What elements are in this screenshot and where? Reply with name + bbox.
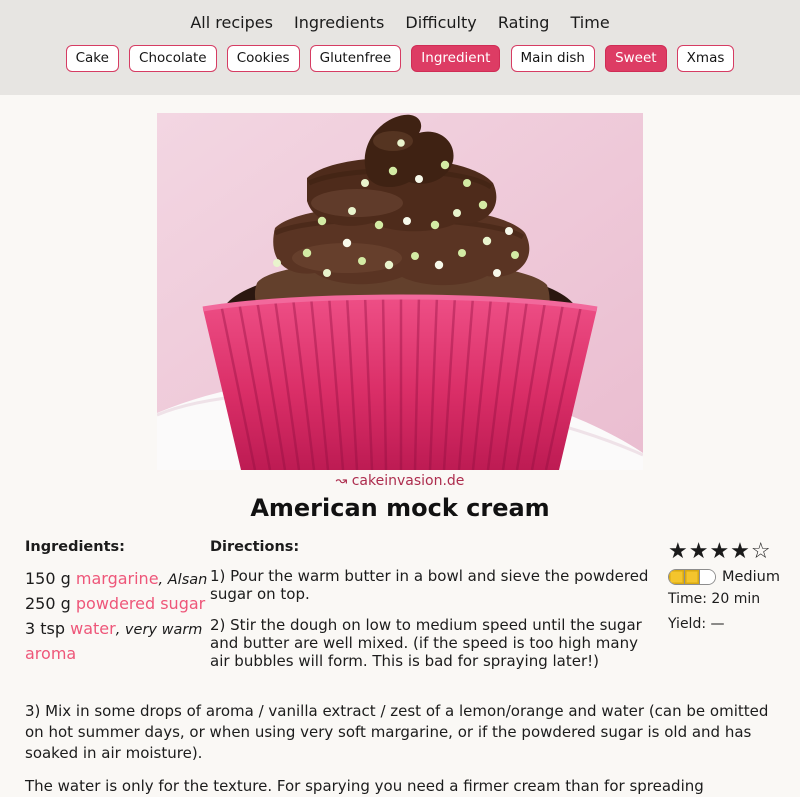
yield-label: Yield: — [668,616,725,632]
direction-step-3: 3) Mix in some drops of aroma / vanilla extract / zest of a lemon/orange and water (can be omitted on hot summer days, or when using very soft margarine, or if the powdered sugar is old and has soaked in air moisture). [25,702,769,762]
filter-chip-xmas[interactable]: Xmas [677,45,735,72]
difficulty-segment [669,570,685,584]
directions-heading: Directions: [210,539,300,555]
nav-difficulty[interactable]: Difficulty [405,13,477,32]
ingredient-row [25,592,210,617]
main-nav [0,13,800,32]
filter-chip-cake[interactable]: Cake [66,45,119,72]
difficulty-row [668,569,790,585]
direction-note: The water is only for the texture. For sparying you need a firmer cream than for spreading [25,777,704,795]
filter-chip-glutenfree[interactable]: Glutenfree [310,45,402,72]
nav-all-recipes[interactable]: All recipes [190,13,273,32]
difficulty-segment [685,570,701,584]
ingredient-amount: 250 g [25,594,76,613]
ingredient-link[interactable]: margarine [75,569,159,588]
direction-step-2: 2) Stir the dough on low to medium speed until the sugar and butter are well mixed. (if the speed is too high many air bubbles will form. This is bad for spraying later!) [210,616,642,670]
cupcake-illustration [157,113,643,470]
filter-chip-chocolate[interactable]: Chocolate [129,45,217,72]
recipe-meta [668,539,790,635]
silicone-liner [203,295,597,470]
recipe-title: American mock cream [250,494,550,522]
nav-time[interactable]: Time [570,13,610,32]
ingredient-amount: 3 tsp [25,619,71,638]
difficulty-segment [700,570,715,584]
ingredients-heading: Ingredients: [25,539,125,555]
time-label: Time: 20 min [668,591,761,607]
recipe-columns [0,539,800,683]
header [0,0,800,95]
rating-stars: ★★★★☆ [668,539,772,564]
filter-chip-ingredient[interactable]: Ingredient [411,45,500,72]
ingredient-row [25,567,210,592]
filter-chip-main-dish[interactable]: Main dish [511,45,595,72]
direction-step-1: 1) Pour the warm butter in a bowl and sieve the powdered sugar on top. [210,567,649,603]
recipe-page [0,113,800,797]
difficulty-gauge [668,569,716,585]
ingredient-row [25,617,210,642]
filter-chip-sweet[interactable]: Sweet [605,45,667,72]
ingredient-link[interactable]: water [70,619,116,638]
difficulty-label: Medium [722,569,780,585]
nav-rating[interactable]: Rating [497,13,550,32]
ingredients-section [25,539,210,667]
ingredient-amount: 150 g [25,569,76,588]
filter-bar [0,45,800,72]
filter-chip-cookies[interactable]: Cookies [227,45,300,72]
directions-section [210,539,655,683]
recipe-photo [157,113,643,470]
ingredient-link[interactable]: powdered sugar [75,594,206,613]
source-link[interactable]: ↝ cakeinvasion.de [335,473,465,489]
nav-ingredients[interactable]: Ingredients [294,13,385,32]
ingredient-note: , very warm [115,622,203,638]
ingredient-row [25,642,210,667]
ingredient-note: , Alsan [158,572,208,588]
ingredient-link[interactable]: aroma [25,644,77,663]
photo-caption [0,473,800,489]
